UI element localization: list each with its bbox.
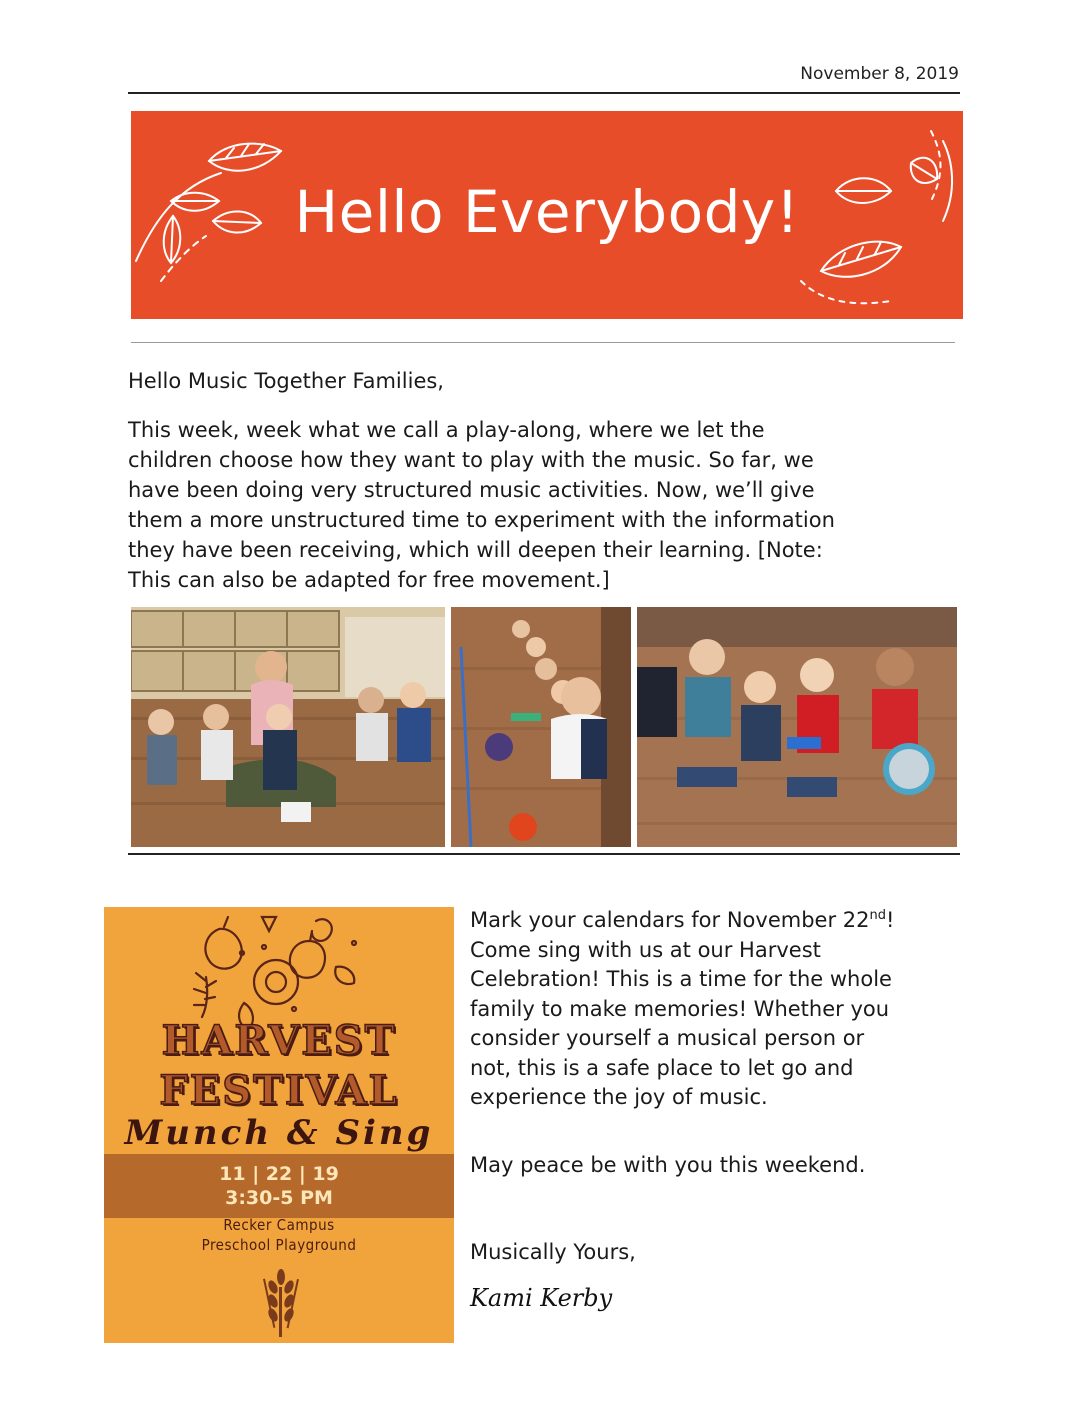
event-line: experience the joy of music. xyxy=(470,1085,768,1109)
event-announcement xyxy=(470,901,960,1113)
poster-time: 3:30-5 PM xyxy=(225,1187,333,1209)
body-line: children choose how they want to play with the music. So far, we xyxy=(128,448,814,472)
poster-location-campus: Recker Campus xyxy=(223,1216,335,1234)
poster-location-playground: Preschool Playground xyxy=(201,1236,357,1254)
photo-children-with-instruments xyxy=(637,607,957,847)
signature: Kami Kerby xyxy=(470,1284,613,1312)
event-line xyxy=(470,901,960,936)
closing: Musically Yours, xyxy=(470,1240,636,1264)
event-line: not, this is a safe place to let go and xyxy=(470,1055,854,1080)
poster-title-festival: FESTIVAL xyxy=(159,1067,399,1114)
body-line: they have been receiving, which will deepen their learning. [Note: xyxy=(128,538,823,562)
poster-title-harvest: HARVEST xyxy=(161,1017,397,1064)
section-divider xyxy=(131,342,955,343)
event-line: Celebration! This is a time for the whole xyxy=(470,967,892,991)
banner-title: Hello Everybody! xyxy=(294,178,800,246)
body-line: have been doing very structured music activities. Now, we’ll give xyxy=(128,478,815,502)
photo-children-sitting-in-line xyxy=(451,607,631,847)
event-line: Come sing with us at our Harvest xyxy=(470,937,821,962)
event-line: consider yourself a musical person or xyxy=(470,1026,865,1050)
top-divider xyxy=(128,92,960,94)
poster-subtitle: Munch & Sing xyxy=(124,1113,434,1153)
blessing: May peace be with you this weekend. xyxy=(470,1153,866,1177)
photos-divider xyxy=(128,853,960,855)
harvest-festival-poster xyxy=(104,907,454,1343)
event-line-end: ! xyxy=(885,908,895,932)
photo-children-with-teacher xyxy=(131,607,445,847)
body-line: This can also be adapted for free movement.] xyxy=(128,568,610,592)
event-line-start: Mark your calendars for November 22 xyxy=(470,908,870,932)
event-line: family to make memories! Whether you xyxy=(470,996,890,1021)
ordinal-suffix: nd xyxy=(869,908,886,923)
poster-date: 11 | 22 | 19 xyxy=(219,1163,339,1185)
wheat-icon xyxy=(251,1257,311,1337)
letter-body xyxy=(128,415,948,595)
greeting: Hello Music Together Families, xyxy=(128,369,444,393)
body-line: This week, week what we call a play-along, where we let the xyxy=(128,418,765,442)
hello-banner xyxy=(131,111,963,319)
letter-date: November 8, 2019 xyxy=(800,64,959,84)
body-line: them a more unstructured time to experiment with the information xyxy=(128,508,835,532)
